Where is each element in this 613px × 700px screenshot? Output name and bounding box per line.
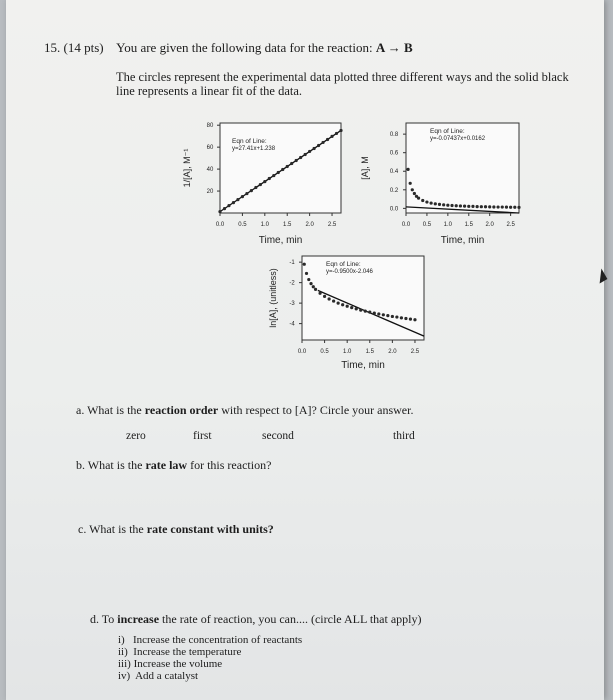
data-point [373, 312, 376, 315]
data-point [404, 317, 407, 320]
data-point [409, 318, 412, 321]
x-tick-label: 1.5 [464, 222, 473, 228]
data-point [286, 165, 289, 168]
x-tick-label: 1.0 [260, 222, 269, 228]
data-point [492, 205, 495, 208]
x-tick-label: 1.5 [283, 222, 292, 228]
data-point [323, 295, 326, 298]
x-tick-label: 2.5 [327, 222, 337, 228]
option-iii[interactable]: iii) Increase the volume [118, 658, 223, 670]
data-point [409, 182, 412, 185]
part-a-prompt [76, 403, 413, 418]
data-point [272, 174, 275, 177]
data-point [303, 263, 306, 266]
data-point [442, 203, 445, 206]
data-point [382, 313, 385, 316]
fit-equation-label: Eqn of Line: [232, 138, 267, 145]
data-point [509, 206, 512, 209]
data-point [330, 135, 333, 138]
reaction-equation: A → B [375, 40, 413, 55]
y-tick-label: -1 [289, 260, 295, 267]
data-point [305, 272, 308, 275]
data-point [386, 314, 389, 317]
part-a-prefix: a. What is the [76, 403, 145, 417]
part-d-suffix: the rate of reaction, you can.... (circle ALL that apply) [159, 612, 422, 626]
chart-concentration [354, 115, 534, 250]
data-point [476, 205, 479, 208]
data-point [450, 204, 453, 207]
data-point [513, 206, 516, 209]
x-tick-label: 0.5 [422, 222, 432, 228]
data-point [341, 303, 344, 306]
data-point [281, 168, 284, 171]
x-tick-label: 2.5 [506, 222, 515, 228]
data-point [227, 204, 230, 207]
data-point [368, 311, 371, 314]
chart-inverse-concentration [176, 115, 351, 250]
data-point [312, 285, 315, 288]
data-point [463, 205, 466, 208]
y-tick-label: 0.4 [389, 169, 399, 176]
part-c-prefix: c. What is the [78, 522, 147, 536]
data-point [254, 186, 257, 189]
choice-second[interactable]: second [262, 430, 294, 442]
data-point [328, 297, 331, 300]
y-tick-label: -4 [289, 321, 295, 328]
x-tick-label: 2.5 [410, 349, 420, 355]
y-tick-label: 0.6 [389, 150, 399, 157]
data-point [359, 308, 362, 311]
fit-equation: y=-0.9500x-2.046 [326, 269, 373, 275]
choice-first[interactable]: first [193, 430, 212, 442]
data-point [411, 188, 414, 191]
data-point [395, 315, 398, 318]
y-tick-label: 60 [206, 145, 214, 152]
data-point [295, 159, 298, 162]
option-i[interactable]: i) Increase the concentration of reactants [118, 634, 303, 646]
data-point [318, 292, 321, 295]
data-point [250, 189, 253, 192]
part-d-prompt [90, 612, 422, 627]
option-iv[interactable]: iv) Add a catalyst [118, 670, 199, 682]
y-tick-label: 40 [206, 167, 214, 174]
data-point [307, 278, 310, 281]
x-tick-label: 2.0 [485, 222, 494, 228]
data-point [326, 138, 329, 141]
chart-ln-concentration [264, 248, 434, 373]
part-b-suffix: for this reaction? [187, 458, 272, 472]
worksheet-page [6, 0, 604, 700]
y-tick-label: -3 [289, 301, 295, 308]
x-tick-label: 0.5 [238, 222, 247, 228]
y-axis-label: [A], M [360, 156, 370, 180]
data-point [241, 195, 244, 198]
data-point [455, 204, 458, 207]
data-point [321, 141, 324, 144]
part-a-suffix: with respect to [A]? Circle your answer. [218, 403, 414, 417]
choice-zero[interactable]: zero [126, 430, 146, 442]
x-tick-label: 0.0 [401, 222, 411, 228]
x-tick-label: 1.0 [443, 222, 453, 228]
data-point [232, 201, 235, 204]
part-a-bold: reaction order [144, 403, 219, 417]
y-tick-label: 0.2 [389, 187, 399, 194]
data-point [277, 171, 280, 174]
data-point [377, 312, 380, 315]
fit-equation-label: Eqn of Line: [430, 128, 465, 135]
data-point [434, 202, 437, 205]
data-point [290, 162, 293, 165]
data-point [332, 299, 335, 302]
data-point [430, 201, 433, 204]
y-axis-label: 1/[A], M⁻¹ [182, 148, 192, 188]
data-point [313, 147, 316, 150]
choice-third[interactable]: third [393, 430, 415, 442]
data-point [299, 156, 302, 159]
x-axis-label: Time, min [341, 360, 385, 371]
data-point [413, 192, 416, 195]
part-d-prefix: d. To [90, 612, 118, 626]
question-intro: The circles represent the experimental data plotted three different ways and the solid black line represents a linear fit of the data. [116, 70, 569, 98]
data-point [317, 144, 320, 147]
data-point [400, 316, 403, 319]
data-point [314, 288, 317, 291]
data-point [304, 153, 307, 156]
data-point [471, 205, 474, 208]
data-point [218, 210, 221, 213]
y-tick-label: 0.0 [389, 206, 399, 213]
data-point [263, 180, 266, 183]
data-point [337, 302, 340, 305]
y-tick-label: 80 [206, 123, 214, 130]
data-point [350, 306, 353, 309]
y-axis-label: ln[A], (unitless) [268, 268, 278, 328]
data-point [517, 206, 520, 209]
data-point [446, 204, 449, 207]
data-point [335, 132, 338, 135]
data-point [484, 205, 487, 208]
x-tick-label: 1.5 [365, 349, 374, 355]
data-point [488, 205, 491, 208]
option-ii[interactable]: ii) Increase the temperature [118, 646, 242, 658]
x-tick-label: 1.0 [343, 349, 352, 355]
data-point [346, 305, 349, 308]
data-point [355, 307, 358, 310]
data-point [364, 310, 367, 313]
data-point [467, 205, 470, 208]
data-point [236, 198, 239, 201]
x-tick-label: 0.0 [297, 349, 307, 355]
data-point [391, 315, 394, 318]
data-point [496, 205, 499, 208]
x-tick-label: 2.0 [388, 349, 397, 355]
x-tick-label: 2.0 [305, 222, 314, 228]
data-point [425, 200, 428, 203]
y-tick-label: 0.8 [389, 132, 399, 139]
question-prompt: You are given the following data for the reaction: [116, 40, 373, 55]
data-point [413, 318, 416, 321]
fit-equation: y=-0.07437x+0.0162 [430, 136, 486, 142]
question-header [44, 40, 413, 56]
data-point [421, 199, 424, 202]
y-tick-label: 20 [206, 189, 214, 196]
data-point [406, 168, 409, 171]
data-point [417, 197, 420, 200]
data-point [223, 207, 226, 210]
data-point [480, 205, 483, 208]
question-number: 15. (14 pts) [44, 40, 104, 55]
part-c-bold: rate constant with units? [146, 522, 274, 536]
part-c-prompt [78, 522, 274, 537]
x-axis-label: Time, min [258, 235, 303, 246]
part-d-bold: increase [117, 612, 160, 626]
part-b-prompt [76, 458, 271, 473]
data-point [308, 150, 311, 153]
data-point [505, 206, 508, 209]
data-point [245, 192, 248, 195]
x-axis-label: Time, min [440, 235, 485, 246]
part-b-bold: rate law [145, 458, 188, 472]
data-point [259, 183, 262, 186]
data-point [339, 129, 342, 132]
data-point [438, 203, 441, 206]
fit-equation: y=27.41x+1.238 [232, 146, 276, 152]
part-b-prefix: b. What is the [76, 458, 146, 472]
data-point [309, 282, 312, 285]
data-point [501, 205, 504, 208]
data-point [459, 204, 462, 207]
x-tick-label: 0.0 [215, 222, 225, 228]
x-tick-label: 0.5 [320, 349, 329, 355]
fit-equation-label: Eqn of Line: [326, 261, 361, 268]
y-tick-label: -2 [289, 280, 295, 287]
data-point [268, 177, 271, 180]
